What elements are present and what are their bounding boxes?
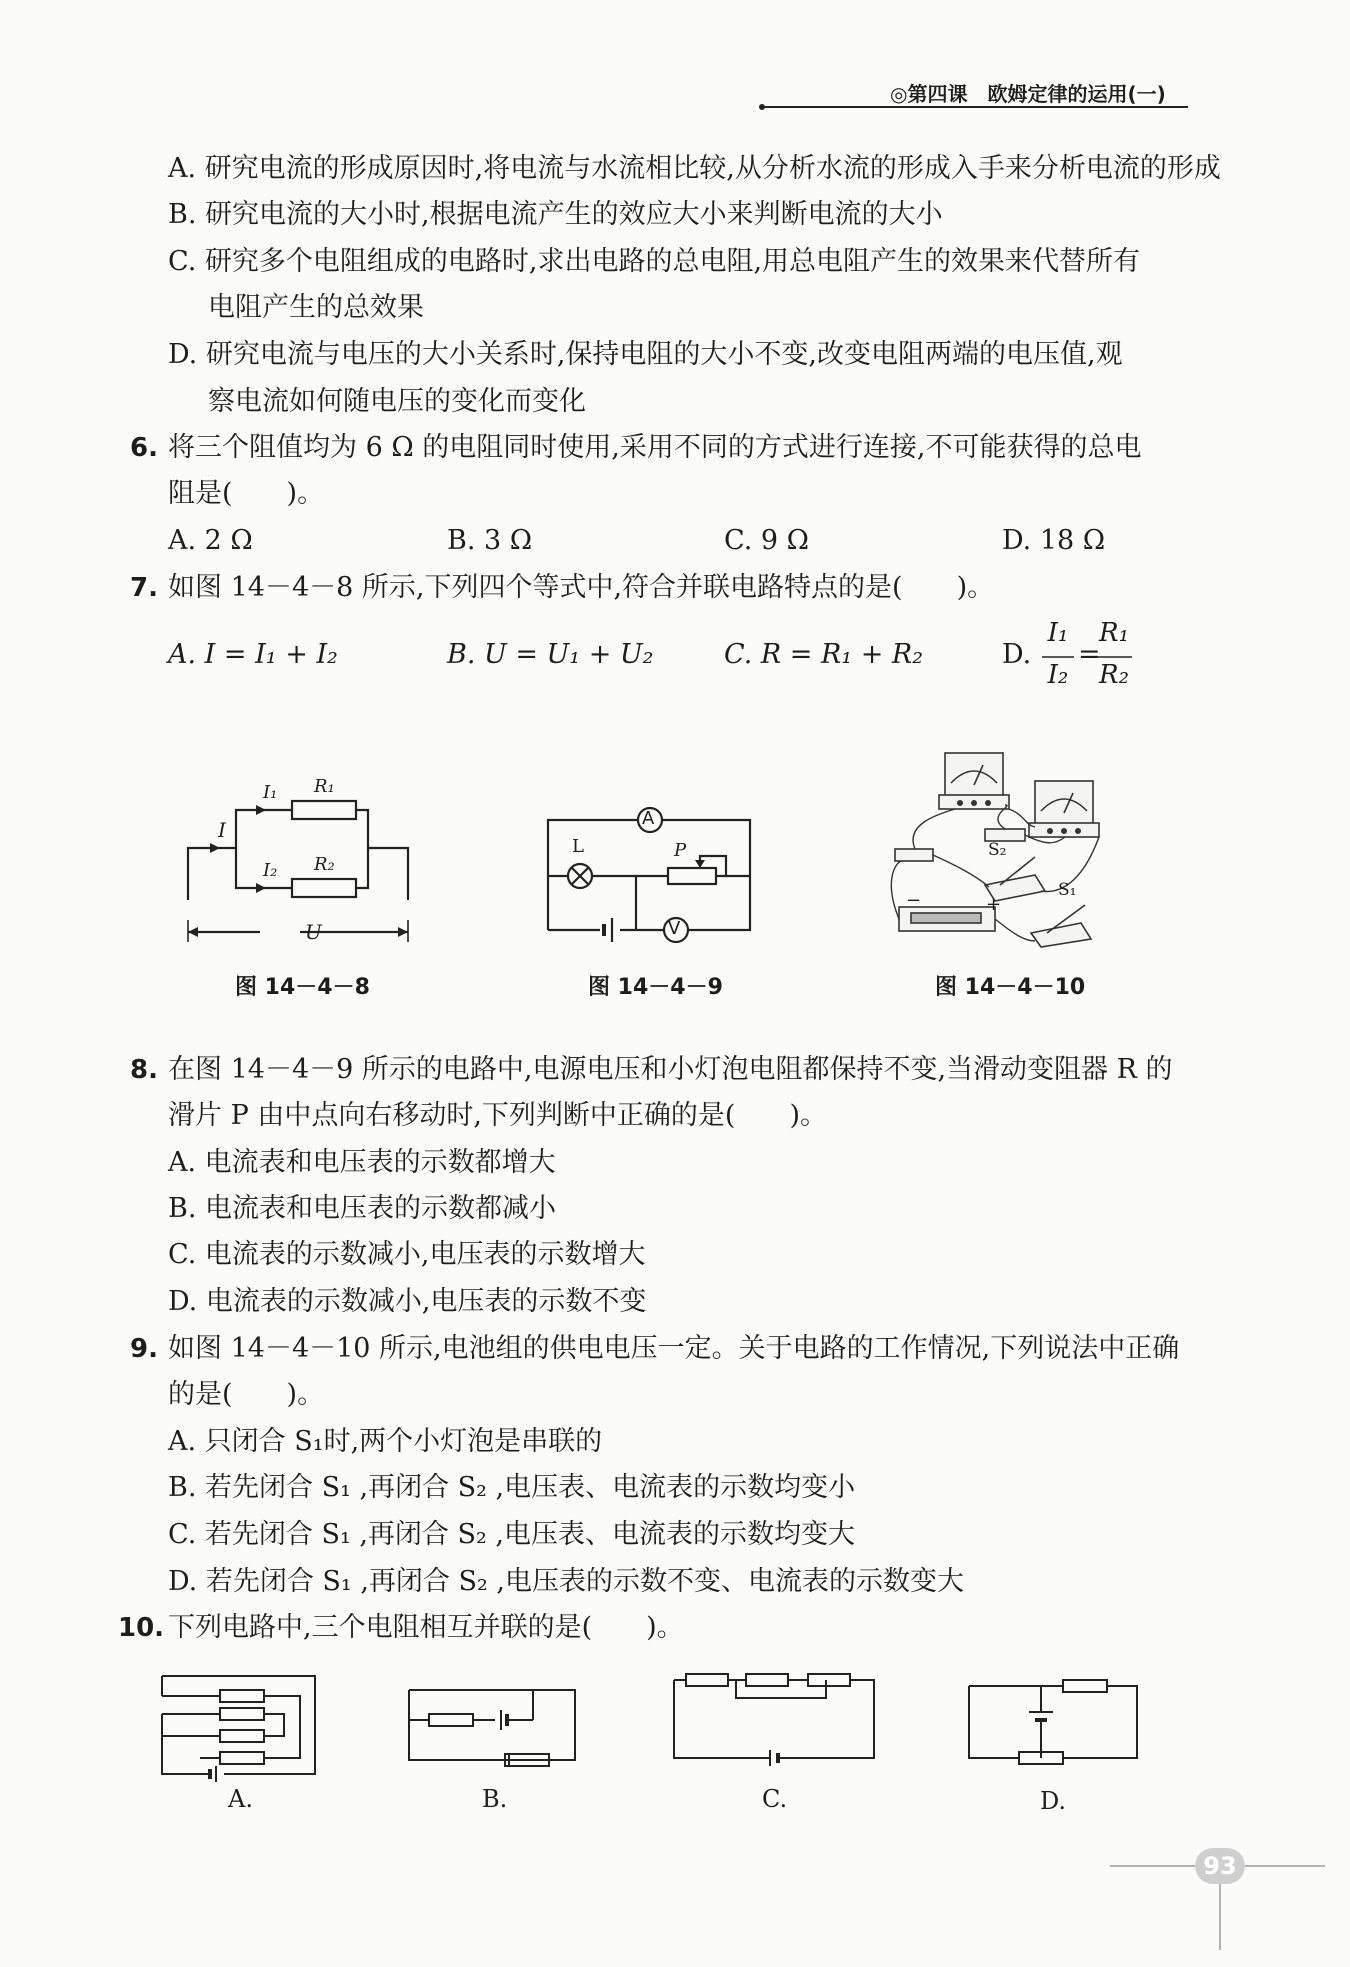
q7-d-numerator-left: I₁ [1047, 618, 1069, 648]
q6-option-d: D. 18 Ω [1002, 525, 1106, 556]
q9-text-line2: 的是( )。 [168, 1379, 325, 1410]
fig8-label-R2: R₂ [314, 854, 335, 875]
q7-d-numerator-right: R₁ [1099, 618, 1129, 648]
q6-option-c: C. 9 Ω [724, 525, 810, 556]
fig8-label-I2: I₂ [263, 860, 278, 881]
q9-text-line1: 如图 14－4－10 所示,电池组的供电电压一定。关于电路的工作情况,下列说法中正确 [168, 1333, 1180, 1364]
q7-option-b: B. U = U₁ + U₂ [447, 639, 654, 670]
q10-label-a: A. [228, 1785, 253, 1813]
q10-text: 下列电路中,三个电阻相互并联的是( )。 [168, 1612, 684, 1643]
prev-option-a: A. 研究电流的形成原因时,将电流与水流相比较,从分析水流的形成入手来分析电流的形成 [168, 153, 1221, 184]
fig10-minus-label: − [906, 890, 922, 911]
prev-option-c-cont: 电阻产生的总效果 [208, 292, 424, 323]
fig9-slider-label: P [674, 840, 687, 861]
fig10-s2-label: S₂ [988, 840, 1007, 860]
prev-option-d: D. 研究电流与电压的大小关系时,保持电阻的大小不变,改变电阻两端的电压值,观 [168, 339, 1123, 370]
q9-number: 9. [130, 1334, 158, 1364]
q8-text-line1: 在图 14－4－9 所示的电路中,电源电压和小灯泡电阻都保持不变,当滑动变阻器 R 的 [168, 1054, 1173, 1085]
q8-option-c: C. 电流表的示数减小,电压表的示数增大 [168, 1239, 646, 1270]
q6-option-b: B. 3 Ω [447, 525, 533, 556]
q7-number: 7. [130, 573, 158, 603]
q6-number: 6. [130, 433, 158, 463]
prev-option-d-cont: 察电流如何随电压的变化而变化 [208, 386, 586, 417]
fig9-voltmeter-label: V [668, 918, 681, 939]
prev-option-c: C. 研究多个电阻组成的电路时,求出电路的总电阻,用总电阻产生的效果来代替所有 [168, 246, 1141, 277]
figure-14-4-8-caption: 图 14－4－8 [235, 975, 370, 1000]
q9-option-a: A. 只闭合 S₁时,两个小灯泡是串联的 [168, 1426, 603, 1457]
q8-text-line2: 滑片 P 由中点向右移动时,下列判断中正确的是( )。 [168, 1100, 827, 1131]
figure-14-4-9-caption: 图 14－4－9 [588, 975, 723, 1000]
fig8-label-U: U [305, 920, 322, 944]
chapter-header: ◎第四课 欧姆定律的运用(一) [890, 82, 1166, 106]
q8-number: 8. [130, 1055, 158, 1085]
q7-d-equals: = [1078, 639, 1101, 670]
fig8-label-R1: R₁ [314, 776, 335, 797]
q10-number: 10. [118, 1613, 165, 1643]
q7-option-d-label: D. [1002, 639, 1032, 670]
fig9-ammeter-label: A [642, 808, 655, 829]
fig8-label-I: I [218, 818, 226, 842]
q7-option-c: C. R = R₁ + R₂ [724, 639, 924, 670]
q8-option-b: B. 电流表和电压表的示数都减小 [168, 1193, 557, 1224]
q8-option-a: A. 电流表和电压表的示数都增大 [168, 1147, 556, 1178]
q10-label-d: D. [1040, 1787, 1067, 1815]
q6-text-line2: 阻是( )。 [168, 478, 325, 509]
page-number: 93 [1195, 1848, 1245, 1884]
q9-option-d: D. 若先闭合 S₁ ,再闭合 S₂ ,电压表的示数不变、电流表的示数变大 [168, 1566, 964, 1597]
q10-label-b: B. [482, 1785, 508, 1813]
q7-d-denominator-right: R₂ [1099, 660, 1129, 690]
q8-option-d: D. 电流表的示数减小,电压表的示数不变 [168, 1286, 647, 1317]
q10-label-c: C. [762, 1785, 788, 1813]
q7-option-a: A. I = I₁ + I₂ [168, 639, 338, 670]
fig10-plus-label: + [986, 894, 1002, 915]
q6-text-line1: 将三个阻值均为 6 Ω 的电阻同时使用,采用不同的方式进行连接,不可能获得的总电 [168, 432, 1142, 463]
q7-text: 如图 14－4－8 所示,下列四个等式中,符合并联电路特点的是( )。 [168, 572, 995, 603]
figure-14-4-10-caption: 图 14－4－10 [935, 975, 1086, 1000]
prev-option-b: B. 研究电流的大小时,根据电流产生的效应大小来判断电流的大小 [168, 199, 943, 230]
fig9-lamp-label: L [572, 836, 584, 857]
fig8-label-I1: I₁ [263, 782, 278, 803]
q9-option-c: C. 若先闭合 S₁ ,再闭合 S₂ ,电压表、电流表的示数均变大 [168, 1519, 855, 1550]
q7-d-denominator-left: I₂ [1047, 660, 1069, 690]
q9-option-b: B. 若先闭合 S₁ ,再闭合 S₂ ,电压表、电流表的示数均变小 [168, 1472, 856, 1503]
q6-option-a: A. 2 Ω [168, 525, 253, 556]
fig10-s1-label: S₁ [1058, 880, 1077, 900]
